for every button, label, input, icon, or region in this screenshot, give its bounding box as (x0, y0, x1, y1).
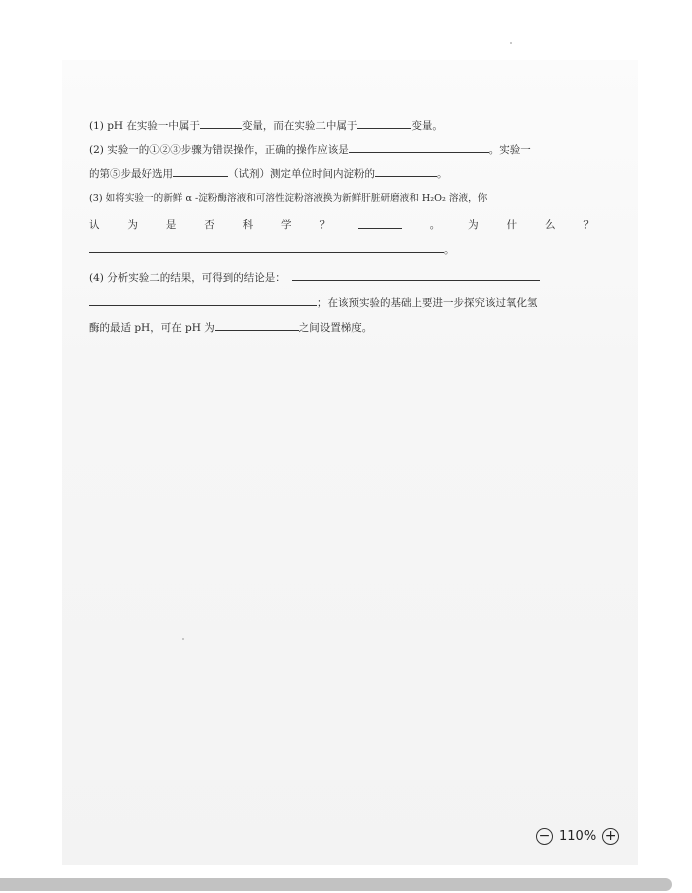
answer-blank (375, 166, 437, 177)
answer-blank (292, 270, 540, 281)
q3-char: 什 (506, 219, 518, 231)
q3-text: (3) 如将实验一的新鲜 α -淀粉酶溶液和可溶性淀粉溶液换为新鲜肝脏研磨液和 H₂O₂ 溶液，你 (89, 193, 488, 204)
q1-text-a: (1) pH 在实验一中属于 (89, 120, 200, 132)
q4-text-b: ；在该预实验的基础上要进一步探究该过氧化氢 (317, 297, 538, 309)
question-2-line-1 (89, 142, 531, 157)
q1-text-c: 变量。 (411, 120, 443, 132)
horizontal-scrollbar[interactable] (0, 876, 692, 893)
q4-text-a: (4) 分析实验二的结果，可得到的结论是： (89, 272, 286, 284)
scan-speck (510, 42, 512, 44)
q3-char: 否 (204, 219, 215, 231)
q2-text-c: 的第⑤步最好选用 (89, 168, 173, 180)
q3-char: 科 (242, 219, 254, 231)
answer-blank (89, 295, 317, 306)
answer-blank (357, 118, 411, 129)
minus-circle-icon[interactable]: − (536, 828, 553, 845)
scrollbar-thumb[interactable] (0, 878, 672, 891)
q2-text-b: 。实验一 (488, 144, 531, 156)
answer-blank (89, 242, 444, 253)
q3-char: 为 (468, 219, 479, 231)
question-1-line (89, 118, 443, 133)
zoom-control (536, 824, 619, 848)
answer-blank (215, 320, 299, 331)
scan-speck (182, 638, 184, 640)
q3-char: ？ (319, 219, 330, 231)
q4-text-d: 之间设置梯度。 (298, 322, 373, 334)
question-4-line-2 (89, 295, 538, 310)
question-3-line-3 (89, 242, 455, 257)
q3-char: ？ (583, 219, 594, 231)
q3-char: 为 (127, 219, 138, 231)
q3-char: 。 (429, 219, 441, 231)
answer-blank (349, 142, 489, 153)
q3-text-end: 。 (444, 244, 455, 256)
question-3-line-1 (89, 192, 487, 206)
question-4-line-3 (89, 320, 372, 335)
plus-circle-icon[interactable]: + (602, 828, 619, 845)
question-3-line-2 (89, 218, 594, 232)
q3-char: 学 (281, 219, 292, 231)
q1-text-b: 变量，而在实验二中属于 (241, 120, 358, 132)
question-4-line-1 (89, 270, 540, 285)
q3-char: 认 (89, 219, 100, 231)
q3-char: 是 (165, 219, 177, 231)
answer-blank (200, 118, 242, 129)
q2-text-a: (2) 实验一的①②③步骤为错误操作，正确的操作应该是 (89, 144, 349, 156)
question-2-line-2 (89, 166, 448, 181)
q3-char: 么 (544, 219, 556, 231)
q4-text-c: 酶的最适 pH，可在 pH 为 (89, 322, 215, 334)
q2-text-d: （试剂）测定单位时间内淀粉的 (228, 168, 375, 180)
answer-blank (173, 166, 228, 177)
zoom-level: 110% (559, 828, 597, 844)
answer-blank (358, 218, 402, 229)
q2-text-e: 。 (437, 168, 448, 180)
